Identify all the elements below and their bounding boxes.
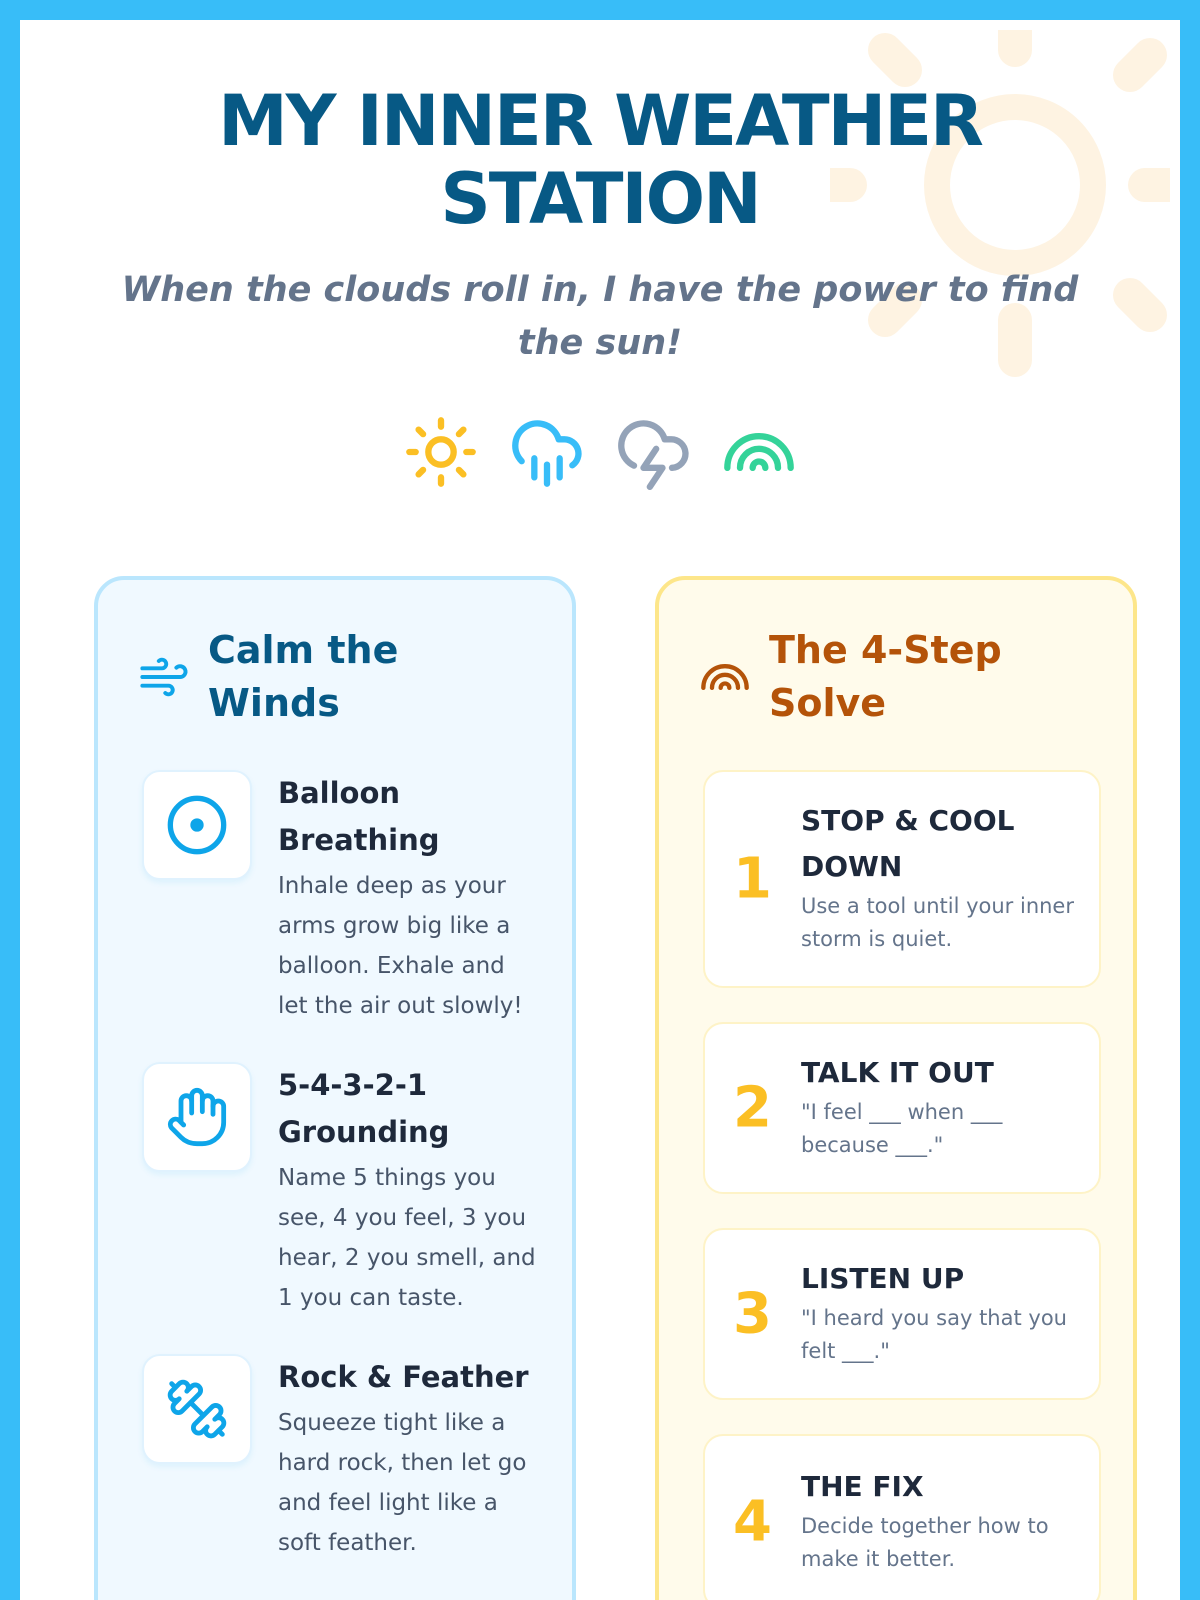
page-subtitle: When the clouds roll in, I have the power to find the sun!	[121, 270, 1079, 363]
rainbow-icon	[699, 651, 751, 703]
step-number: 2	[733, 1075, 772, 1141]
card-header	[699, 624, 1069, 730]
card-header	[138, 624, 508, 730]
tool-icon-box	[142, 770, 252, 880]
step-name: TALK IT OUT	[801, 1056, 994, 1089]
tool-name: 5-4-3-2-1 Grounding	[278, 1068, 450, 1149]
step-name: STOP & COOL DOWN	[801, 804, 1015, 883]
title-line-1: MY INNER WEATHER	[218, 80, 982, 162]
step-description: "I heard you say that you felt ___."	[801, 1306, 1067, 1363]
card-title: Calm the Winds	[208, 628, 399, 725]
title-line-2: STATION	[440, 158, 760, 240]
calm-the-winds-card	[94, 576, 576, 1600]
step-name: THE FIX	[801, 1470, 924, 1503]
wind-icon	[138, 651, 190, 703]
target-circle-icon	[165, 793, 229, 857]
rain-cloud-icon	[509, 414, 585, 490]
tool-description: Inhale deep as your arms grow big like a balloon. Exhale and let the air out slowly!	[278, 873, 523, 1019]
step-description: "I feel ___ when ___ because ___."	[801, 1100, 1003, 1157]
four-step-solve-card	[655, 576, 1137, 1600]
step-number: 3	[733, 1281, 772, 1347]
step-card	[703, 1022, 1101, 1194]
page-title	[20, 82, 1180, 238]
card-title: The 4-Step Solve	[769, 628, 1002, 725]
weather-icon-row	[20, 414, 1180, 490]
storm-cloud-icon	[615, 414, 691, 490]
tool-icon-box	[142, 1354, 252, 1464]
tool-description: Squeeze tight like a hard rock, then let go and feel light like a soft feather.	[278, 1410, 527, 1556]
step-description: Use a tool until your inner storm is quiet.	[801, 894, 1074, 951]
step-card	[703, 770, 1101, 988]
step-name: LISTEN UP	[801, 1262, 965, 1295]
step-card	[703, 1228, 1101, 1400]
tool-name: Rock & Feather	[278, 1360, 529, 1394]
dumbbell-icon	[165, 1377, 229, 1441]
step-number: 4	[733, 1489, 772, 1555]
step-number: 1	[733, 846, 772, 912]
step-card	[703, 1434, 1101, 1600]
tool-name: Balloon Breathing	[278, 776, 440, 857]
tool-description: Name 5 things you see, 4 you feel, 3 you hear, 2 you smell, and 1 you can taste.	[278, 1165, 536, 1311]
hand-icon	[165, 1085, 229, 1149]
rainbow-icon	[721, 414, 797, 490]
step-description: Decide together how to make it better.	[801, 1514, 1049, 1571]
tool-icon-box	[142, 1062, 252, 1172]
sun-icon	[403, 414, 479, 490]
